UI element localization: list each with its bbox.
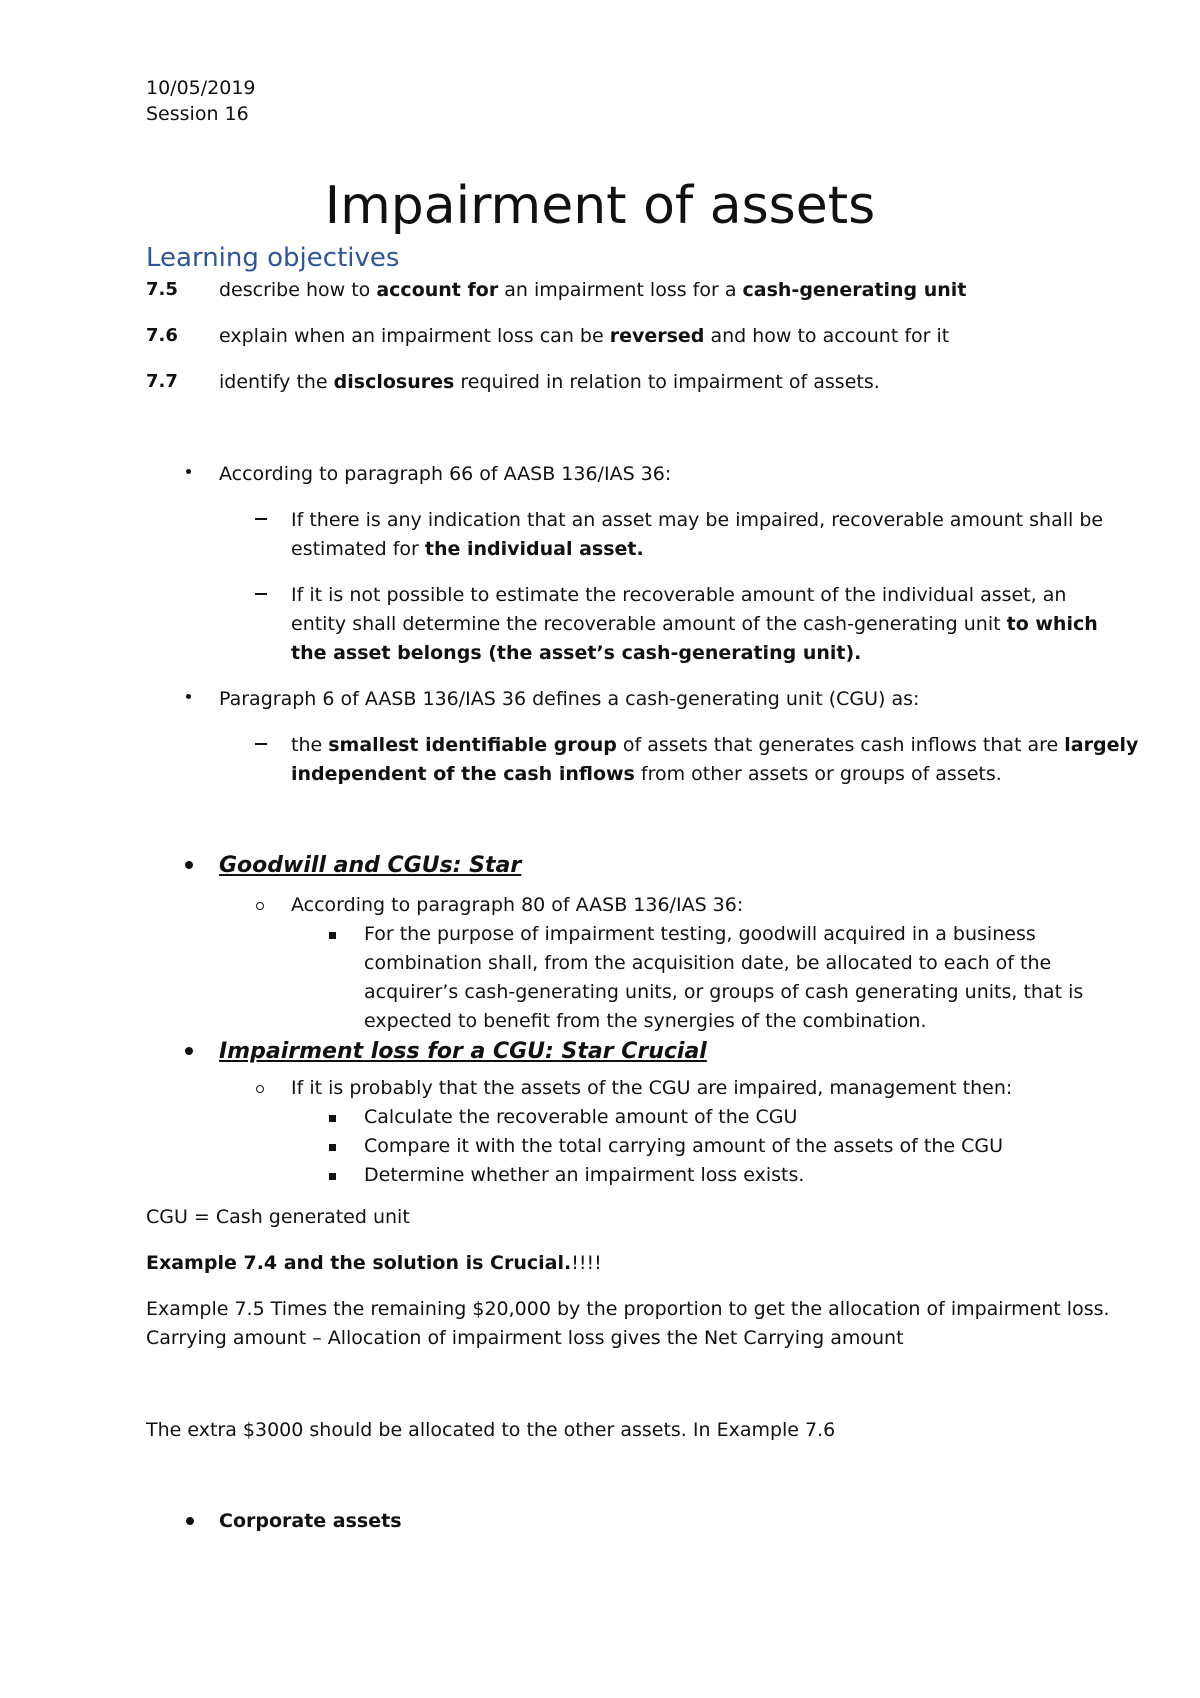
goodwill-detail-line1: For the purpose of impairment testing, goodwill acquired in a business bbox=[364, 923, 1036, 945]
circle-bullet-icon bbox=[256, 1085, 264, 1093]
dash-icon bbox=[255, 743, 267, 745]
date: 10/05/2019 bbox=[146, 77, 256, 99]
goodwill-detail-line2: combination shall, from the acquisition date, be allocated to each of the bbox=[364, 952, 1052, 974]
objective-text: explain when an impairment loss can be reversed and how to account for it bbox=[219, 325, 950, 347]
objective-number: 7.5 bbox=[146, 279, 178, 300]
para6-intro: Paragraph 6 of AASB 136/IAS 36 defines a cash-generating unit (CGU) as: bbox=[219, 688, 920, 710]
extra-allocation-note: The extra $3000 should be allocated to the other assets. In Example 7.6 bbox=[146, 1419, 836, 1441]
dash-icon bbox=[255, 593, 267, 595]
square-bullet-icon bbox=[329, 1144, 336, 1151]
para6-definition-line1: the smallest identifiable group of assets that generates cash inflows that are largely bbox=[291, 734, 1139, 756]
square-bullet-icon bbox=[329, 932, 336, 939]
example-7-5-line1: Example 7.5 Times the remaining $20,000 by the proportion to get the allocation of impairment loss. bbox=[146, 1298, 1110, 1320]
para66-intro: According to paragraph 66 of AASB 136/IAS 36: bbox=[219, 463, 672, 485]
example-7-4-note: Example 7.4 and the solution is Crucial.!!!! bbox=[146, 1252, 602, 1274]
circle-bullet-icon bbox=[256, 902, 264, 910]
goodwill-sub: According to paragraph 80 of AASB 136/IAS 36: bbox=[291, 894, 744, 916]
impairment-step: Determine whether an impairment loss exists. bbox=[364, 1164, 805, 1186]
impairment-heading: Impairment loss for a CGU: Star Crucial bbox=[219, 1039, 707, 1064]
bullet-icon bbox=[186, 1517, 194, 1525]
goodwill-heading: Goodwill and CGUs: Star bbox=[219, 853, 522, 878]
impairment-step: Compare it with the total carrying amount of the assets of the CGU bbox=[364, 1135, 1004, 1157]
goodwill-detail-line4: expected to benefit from the synergies of the combination. bbox=[364, 1010, 927, 1032]
session-label: Session 16 bbox=[146, 103, 249, 125]
para66-point2-line1: If it is not possible to estimate the recoverable amount of the individual asset, an bbox=[291, 584, 1067, 606]
square-bullet-icon bbox=[329, 1115, 336, 1122]
para66-point2-line3: the asset belongs (the asset’s cash-generating unit). bbox=[291, 642, 862, 664]
objective-number: 7.6 bbox=[146, 325, 178, 346]
impairment-sub: If it is probably that the assets of the CGU are impaired, management then: bbox=[291, 1077, 1013, 1099]
page-title: Impairment of assets bbox=[324, 176, 876, 236]
objective-text: identify the disclosures required in relation to impairment of assets. bbox=[219, 371, 880, 393]
corporate-assets-heading: Corporate assets bbox=[219, 1510, 402, 1532]
bullet-icon bbox=[186, 694, 191, 699]
para66-point1-line1: If there is any indication that an asset may be impaired, recoverable amount shall be bbox=[291, 509, 1104, 531]
para6-definition-line2: independent of the cash inflows from other assets or groups of assets. bbox=[291, 763, 1002, 785]
para66-point2-line2: entity shall determine the recoverable amount of the cash-generating unit to which bbox=[291, 613, 1098, 635]
objective-text: describe how to account for an impairment loss for a cash-generating unit bbox=[219, 279, 967, 301]
cgu-definition: CGU = Cash generated unit bbox=[146, 1206, 410, 1228]
objective-number: 7.7 bbox=[146, 371, 178, 392]
impairment-step: Calculate the recoverable amount of the CGU bbox=[364, 1106, 798, 1128]
para66-point1-line2: estimated for the individual asset. bbox=[291, 538, 644, 560]
objectives-heading: Learning objectives bbox=[146, 243, 400, 273]
example-7-5-line2: Carrying amount – Allocation of impairment loss gives the Net Carrying amount bbox=[146, 1327, 904, 1349]
goodwill-detail-line3: acquirer’s cash-generating units, or groups of cash generating units, that is bbox=[364, 981, 1084, 1003]
dash-icon bbox=[255, 518, 267, 520]
square-bullet-icon bbox=[329, 1173, 336, 1180]
bullet-icon bbox=[185, 861, 193, 869]
bullet-icon bbox=[185, 1047, 193, 1055]
bullet-icon bbox=[186, 469, 191, 474]
